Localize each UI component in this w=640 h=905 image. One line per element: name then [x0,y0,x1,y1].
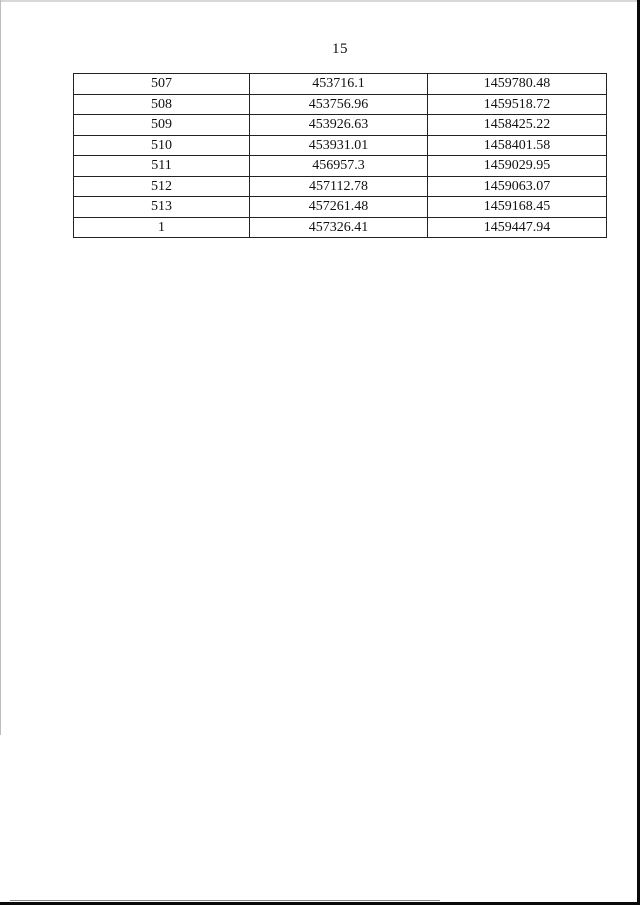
y-coordinate-cell: 1459780.48 [428,74,607,95]
table-row [74,135,607,156]
y-coordinate-cell: 1459168.45 [428,197,607,218]
table-row [74,197,607,218]
point-number-cell: 507 [74,74,250,95]
y-coordinate-cell: 1459518.72 [428,94,607,115]
point-number-cell: 508 [74,94,250,115]
x-coordinate-cell: 457261.48 [250,197,428,218]
point-number-cell: 509 [74,115,250,136]
y-coordinate-cell: 1458401.58 [428,135,607,156]
point-number-cell: 513 [74,197,250,218]
scan-edge-left [0,0,1,735]
coordinates-table [73,73,607,238]
table-row [74,115,607,136]
table-row [74,74,607,95]
scan-edge-top [0,0,640,2]
x-coordinate-cell: 453931.01 [250,135,428,156]
point-number-cell: 510 [74,135,250,156]
point-number-cell: 512 [74,176,250,197]
table-row [74,156,607,177]
y-coordinate-cell: 1459063.07 [428,176,607,197]
table-row [74,176,607,197]
x-coordinate-cell: 453926.63 [250,115,428,136]
x-coordinate-cell: 457326.41 [250,217,428,238]
x-coordinate-cell: 453716.1 [250,74,428,95]
x-coordinate-cell: 457112.78 [250,176,428,197]
table-row [74,217,607,238]
point-number-cell: 511 [74,156,250,177]
y-coordinate-cell: 1459447.94 [428,217,607,238]
point-number-cell: 1 [74,217,250,238]
x-coordinate-cell: 453756.96 [250,94,428,115]
table-row [74,94,607,115]
y-coordinate-cell: 1458425.22 [428,115,607,136]
x-coordinate-cell: 456957.3 [250,156,428,177]
y-coordinate-cell: 1459029.95 [428,156,607,177]
page-number: 15 [332,41,348,57]
scan-edge-bottom-line [10,900,440,901]
